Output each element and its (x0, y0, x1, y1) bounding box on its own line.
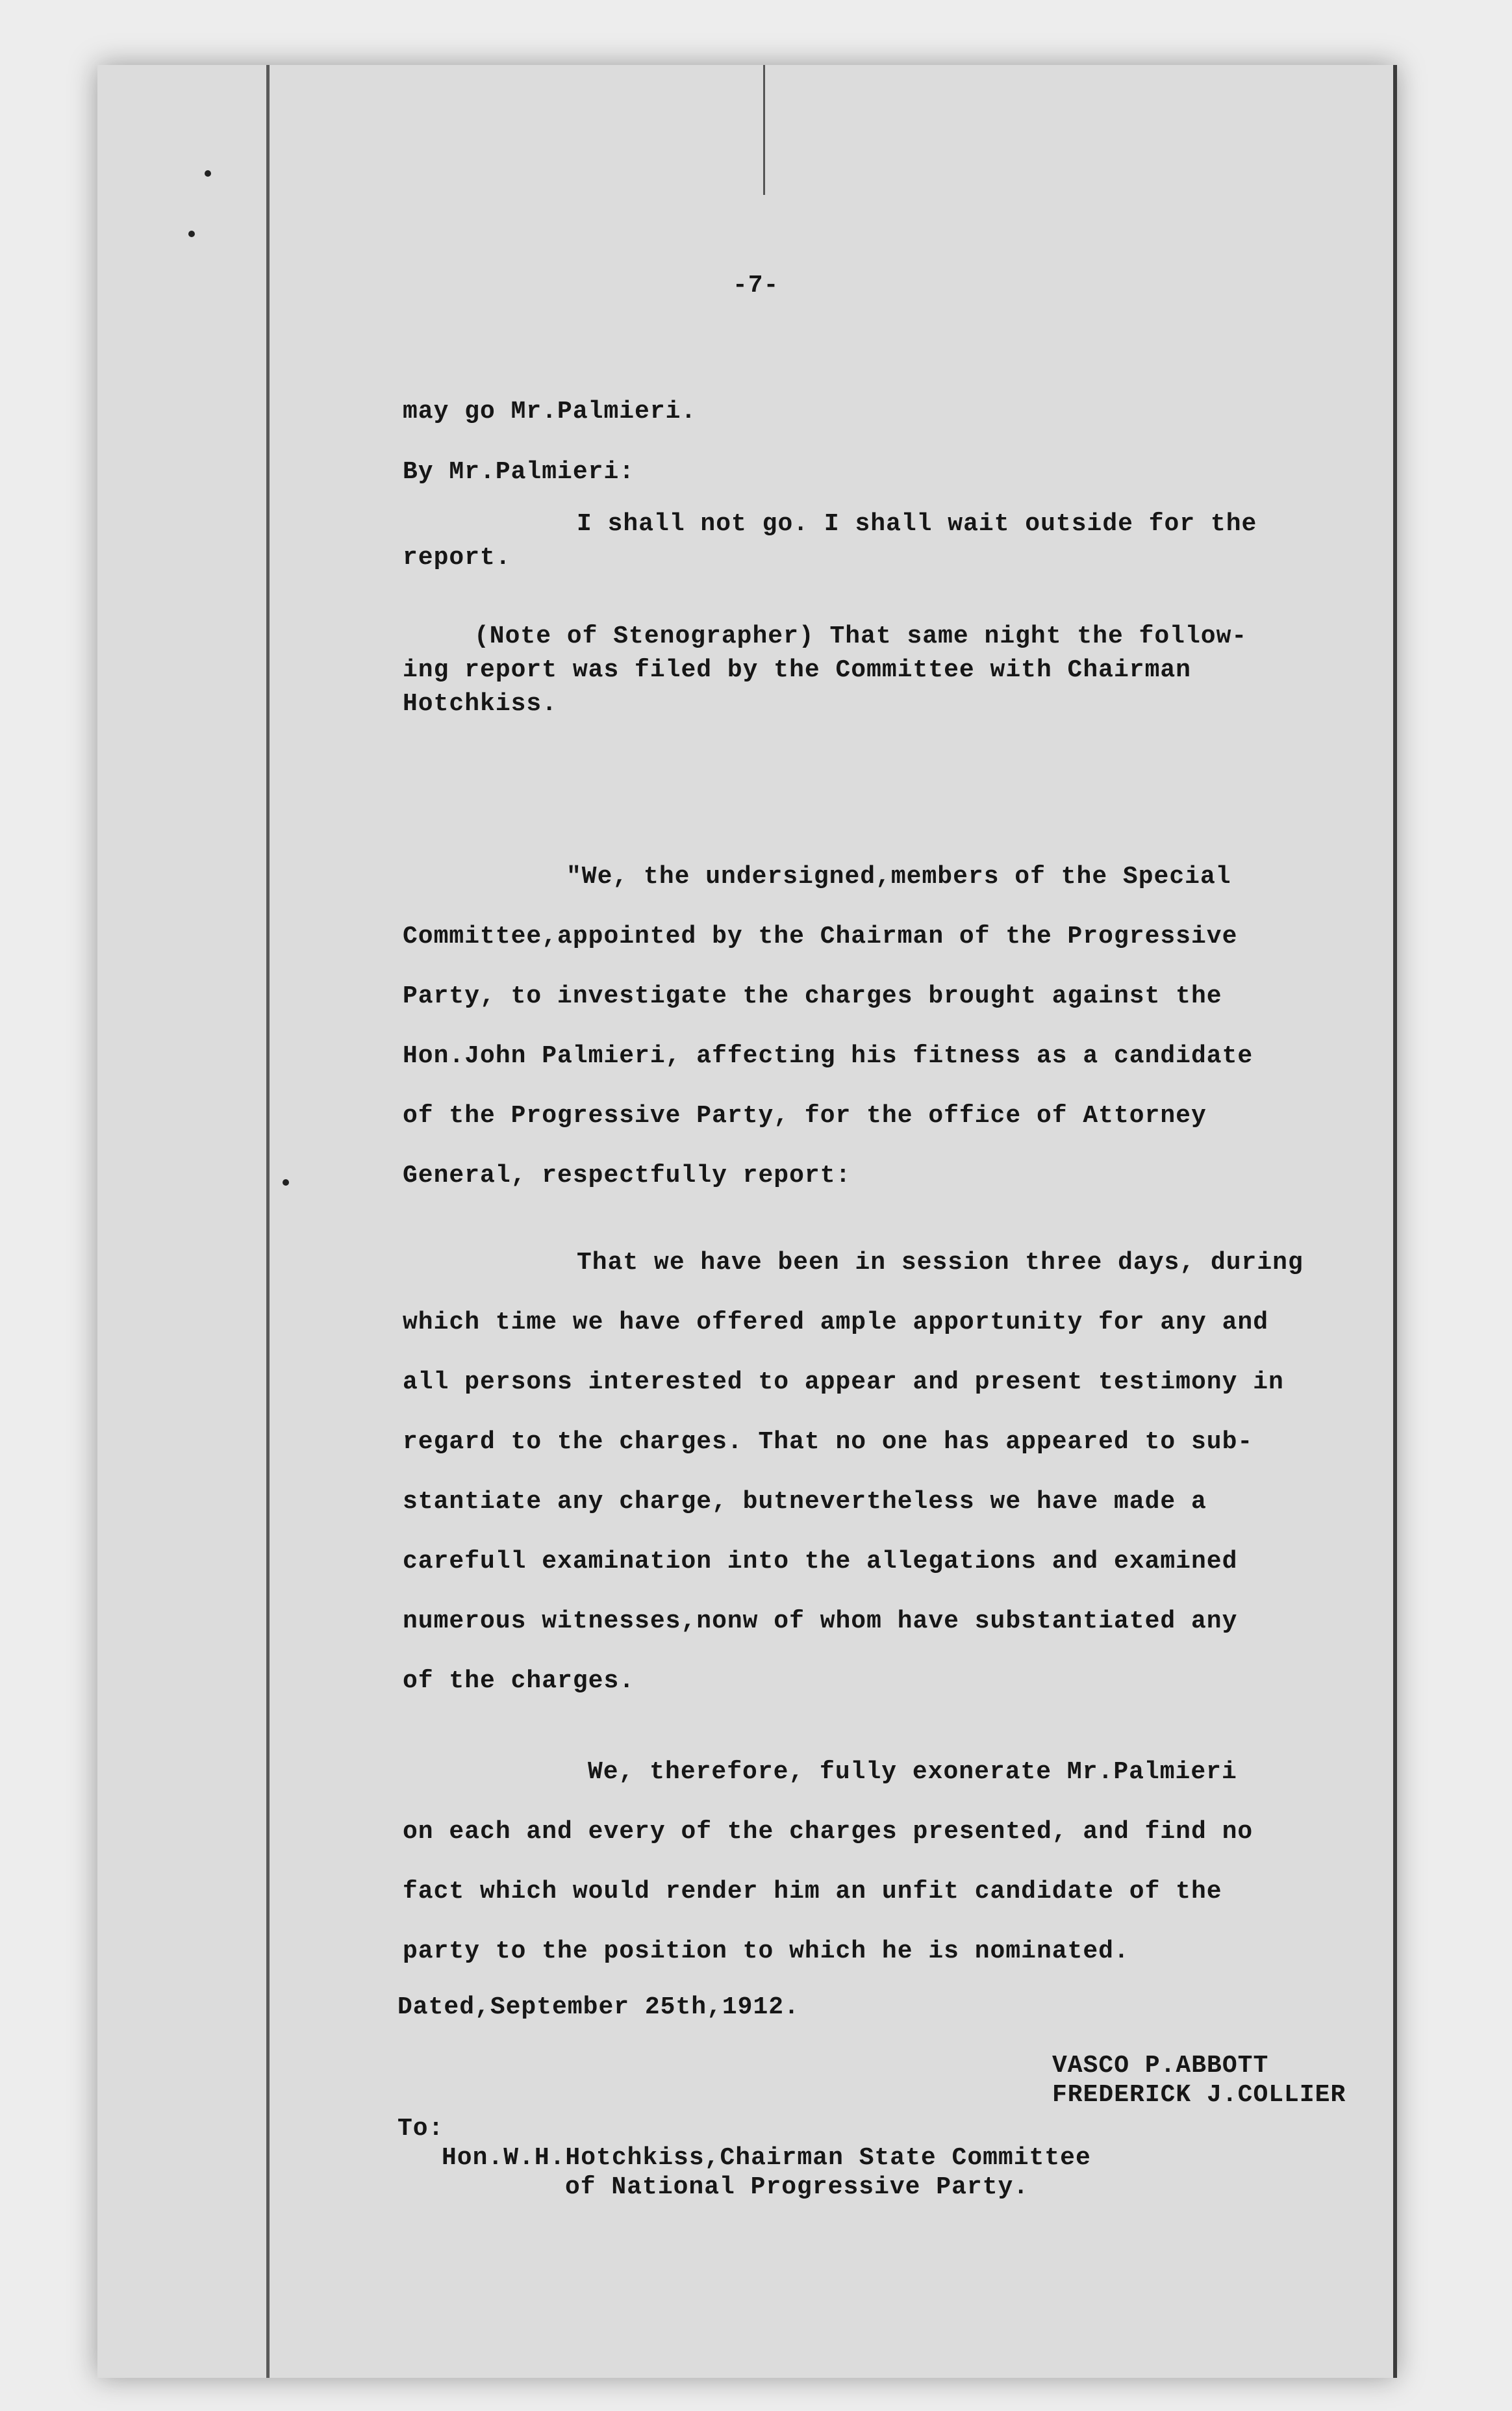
text-line: stantiate any charge, butnevertheless we have made a (403, 1488, 1207, 1516)
text-line: I shall not go. I shall wait outside for the (577, 510, 1257, 538)
signature-name: VASCO P.ABBOTT (1052, 2052, 1269, 2080)
text-line: ing report was filed by the Committee with Chairman (403, 656, 1191, 684)
text-line: regard to the charges. That no one has appeared to sub- (403, 1428, 1254, 1456)
text-line: of the Progressive Party, for the office of Attorney (403, 1102, 1207, 1130)
text-line: Committee,appointed by the Chairman of the Progressive (403, 923, 1238, 950)
document-sheet (97, 65, 1396, 2378)
text-line: Hon.John Palmieri, affecting his fitness as a candidate (403, 1042, 1254, 1070)
speck (188, 231, 195, 237)
text-line: General, respectfully report: (403, 1162, 851, 1190)
fold-crease (763, 65, 765, 195)
text-line: By Mr.Palmieri: (403, 458, 635, 486)
text-line: report. (403, 544, 511, 572)
text-line: party to the position to which he is nominated. (403, 1937, 1129, 1965)
text-line: (Note of Stenographer) That same night the follow- (474, 622, 1248, 650)
text-line: We, therefore, fully exonerate Mr.Palmieri (588, 1758, 1237, 1786)
text-line: numerous witnesses,nonw of whom have substantiated any (403, 1607, 1238, 1635)
signature-name: FREDERICK J.COLLIER (1052, 2081, 1346, 2109)
text-line: on each and every of the charges presented, and find no (403, 1818, 1254, 1846)
text-line: all persons interested to appear and present testimony in (403, 1368, 1284, 1396)
date-line: Dated,September 25th,1912. (397, 1993, 800, 2021)
text-line: of the charges. (403, 1667, 635, 1695)
text-line: carefull examination into the allegations and examined (403, 1548, 1238, 1575)
speck (283, 1179, 289, 1186)
page-number: -7- (733, 272, 779, 300)
text-line: Party, to investigate the charges brought against the (403, 982, 1222, 1010)
to-label: To: (397, 2115, 444, 2143)
sheet-edge (1393, 65, 1397, 2378)
address-line: Hon.W.H.Hotchkiss,Chairman State Committee (442, 2144, 1091, 2172)
text-line: Hotchkiss. (403, 690, 558, 718)
speck (205, 170, 211, 177)
margin-rule (266, 65, 270, 2378)
text-line: "We, the undersigned,members of the Special (566, 863, 1231, 891)
text-line: which time we have offered ample apportunity for any and (403, 1308, 1269, 1336)
text-line: may go Mr.Palmieri. (403, 398, 697, 426)
address-line: of National Progressive Party. (565, 2173, 1029, 2201)
text-line: fact which would render him an unfit candidate of the (403, 1878, 1222, 1906)
text-line: That we have been in session three days, during (577, 1249, 1304, 1277)
